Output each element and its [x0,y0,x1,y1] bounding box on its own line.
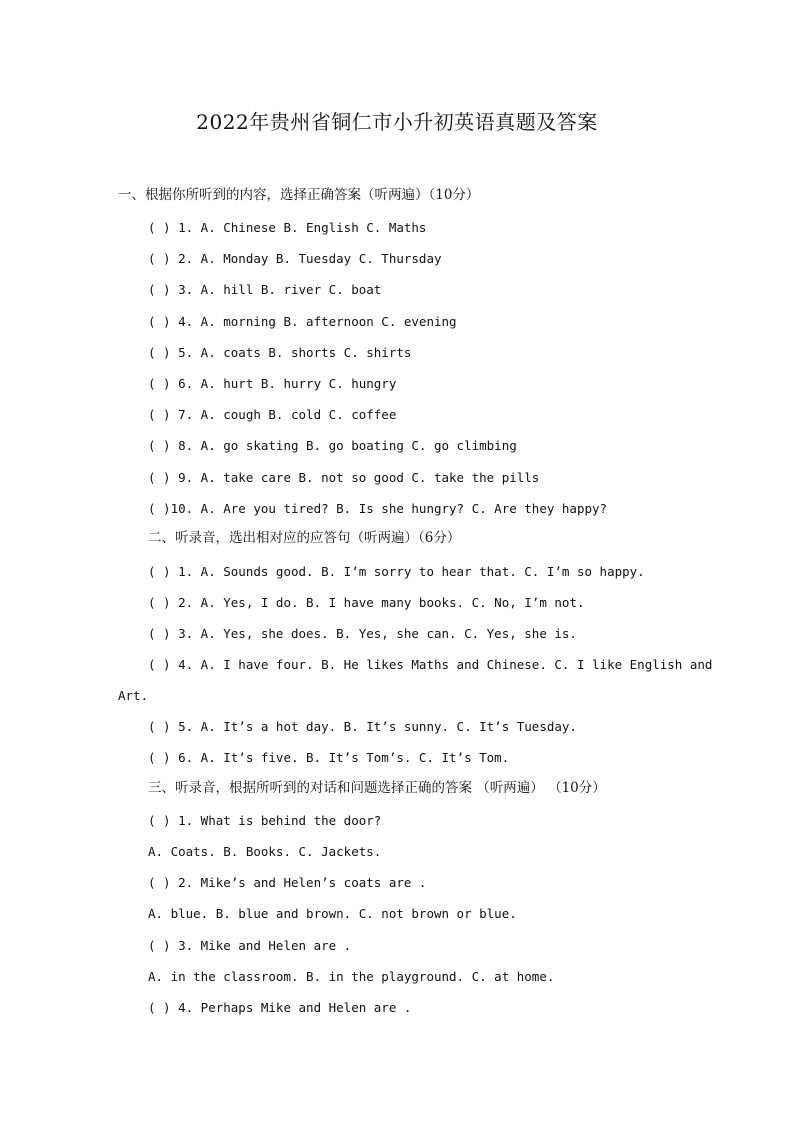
question-line: ( ) 9. A. take care B. not so good C. take the pills [148,470,540,485]
document-title: 2022年贵州省铜仁市小升初英语真题及答案 [196,110,598,134]
question-line: ( ) 5. A. It’s a hot day. B. It’s sunny. C. It’s Tuesday. [148,719,577,734]
section-3-heading: 三、听录音，根据所听到的对话和问题选择正确的答案 （听两遍） （10分） [148,780,606,796]
question-line: ( ) 3. Mike and Helen are . [148,938,352,953]
question-line: ( ) 7. A. cough B. cold C. coffee [148,407,397,422]
question-line: ( ) 2. A. Yes, I do. B. I have many books. C. No, I’m not. [148,595,585,610]
section-2-heading: 二、听录音，选出相对应的应答句（听两遍）（6分） [148,530,461,546]
section-1-heading: 一、根据你所听到的内容，选择正确答案（听两遍）（10分） [118,187,480,203]
answer-options-line: A. blue. B. blue and brown. C. not brown or blue. [148,906,517,921]
question-line: ( ) 4. A. I have four. B. He likes Maths and Chinese. C. I like English and [148,657,713,672]
question-line: ( ) 6. A. hurt B. hurry C. hungry [148,376,397,391]
question-line: ( ) 3. A. Yes, she does. B. Yes, she can. C. Yes, she is. [148,626,577,641]
question-line: ( ) 2. A. Monday B. Tuesday C. Thursday [148,251,442,266]
question-line: ( ) 8. A. go skating B. go boating C. go climbing [148,438,517,453]
question-line: ( )10. A. Are you tired? B. Is she hungry? C. Are they happy? [148,501,608,516]
question-line: ( ) 1. What is behind the door? [148,813,382,828]
question-line: ( ) 4. A. morning B. afternoon C. evening [148,314,457,329]
question-line: ( ) 3. A. hill B. river C. boat [148,282,382,297]
question-line: ( ) 4. Perhaps Mike and Helen are . [148,1000,412,1015]
question-line: ( ) 5. A. coats B. shorts C. shirts [148,345,412,360]
question-line: ( ) 1. A. Chinese B. English C. Maths [148,220,427,235]
question-line: ( ) 6. A. It’s five. B. It’s Tom’s. C. It’s Tom. [148,750,510,765]
question-line: ( ) 2. Mike’s and Helen’s coats are . [148,875,427,890]
answer-options-line: A. in the classroom. B. in the playground. C. at home. [148,969,555,984]
question-line-continued: Art. [118,688,149,703]
answer-options-line: A. Coats. B. Books. C. Jackets. [148,844,382,859]
question-line: ( ) 1. A. Sounds good. B. I’m sorry to hear that. C. I’m so happy. [148,564,645,579]
